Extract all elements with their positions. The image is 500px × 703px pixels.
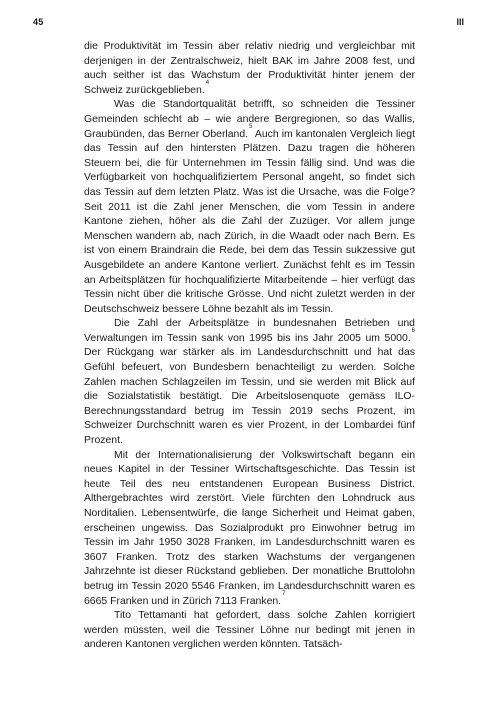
paragraph-continuation: Der Rückgang war stärker als im Landesdurchschnitt und hat das Gefühl befeuert, von Bundesbern benachteiligt zu werden. Solche Zahlen machen Schlagzeilen im Tessin, und sie werden mit Blick auf die Sozialstatistik bestätigt. Die Arbeitslosenquote gemäss ILO-Berechnungsstandard betrug im Tessin 2019 sechs Prozent, im Schweizer Durchschnitt waren es vier Prozent, in der Lombardei fünf Prozent. [84,347,415,447]
body-text [84,40,415,653]
paragraph-text: Was die Standortqualität betrifft, so schneiden die Tessiner Gemeinden schlecht ab – wie andere Bergregionen, so das Wallis, Graubünden, das Berner Oberland. [84,99,415,140]
section-number: III [456,17,464,27]
paragraph-text: Die Zahl der Arbeitsplätze in bundesnahen Betrieben und Verwaltungen im Tessin sank von 1995 bis ins Jahr 2005 um 5000. [84,318,415,344]
paragraph-5 [84,609,415,653]
paragraph-4 [84,449,415,610]
paragraph-text: die Produktivität im Tessin aber relativ niedrig und vergleichbar mit derjenigen in der Zentralschweiz, hielt BAK im Jahre 2008 fest, und auch seither ist das Wachstum der Produktivität hinter jenem der Schweiz zurückgeblieben. [84,41,415,96]
paragraph-text: Tito Tettamanti hat gefordert, dass solche Zahlen korrigiert werden müssten, weil die Tessiner Löhne nur bedingt mit jenen in anderen Kantonen verglichen werden könnten. Tatsäch- [84,610,415,651]
page-number: 45 [33,17,44,27]
paragraph-text: Mit der Internationalisierung der Volkswirtschaft begann ein neues Kapitel in der Tessiner Wirtschaftsgeschichte. Das Tessin ist heute Teil des neu entstandenen European Business District. Althergebrachtes wird zerstört. Viele fürchten den Lohndruck aus Norditalien. Lebensentwürfe, die lange Sicherheit und Heimat gaben, erscheinen ungewiss. Das Sozialprodukt pro Einwohner betrug im Tessin im Jahr 1950 3028 Franken, im Landesdurchschnitt waren es 3607 Franken. Trotz des starken Wachstums der vergangenen Jahrzehnte ist dieser Rückstand geblieben. Der monatliche Bruttolohn betrug im Tessin 2020 5546 Franken, im Landesdurchschnitt waren es 6665 Franken und in Zürich 7113 Franken. [84,449,415,607]
paragraph-3 [84,317,415,448]
footnote-ref-6[interactable]: 6 [411,327,415,334]
footnote-ref-5[interactable]: 5 [249,123,253,130]
paragraph-1 [84,40,415,98]
paragraph-2 [84,98,415,317]
footnote-ref-7[interactable]: 7 [282,590,286,597]
paragraph-continuation: Auch im kantonalen Vergleich liegt das Tessin auf den hintersten Plätzen. Dazu tragen die höheren Steuern bei, die für Unternehmen im Tessin fällig sind. Und was die Verfügbarkeit von hochqualifiziertem Personal angeht, so findet sich das Tessin auf dem letzten Platz. Was ist die Ursache, was die Folge? Seit 2011 ist die Zahl jener Menschen, die vom Tessin in andere Kantone ziehen, höher als die Zahl der Zuzüger. Vor allem junge Menschen wandern ab, nach Zürich, in die Waadt oder nach Bern. Es ist von einem Braindrain die Rede, bei dem das Tessin sukzessive gut Ausgebildete an andere Kantone verliert. Zunächst fehlt es im Tessin an Arbeitsplätzen für hochqualifizierte Mitarbeitende – hier verfügt das Tessin nicht über die kritische Grösse. Und nicht zuletzt werden in der Deutschschweiz bessere Löhne bezahlt als im Tessin. [84,128,415,315]
footnote-ref-4[interactable]: 4 [205,79,210,86]
